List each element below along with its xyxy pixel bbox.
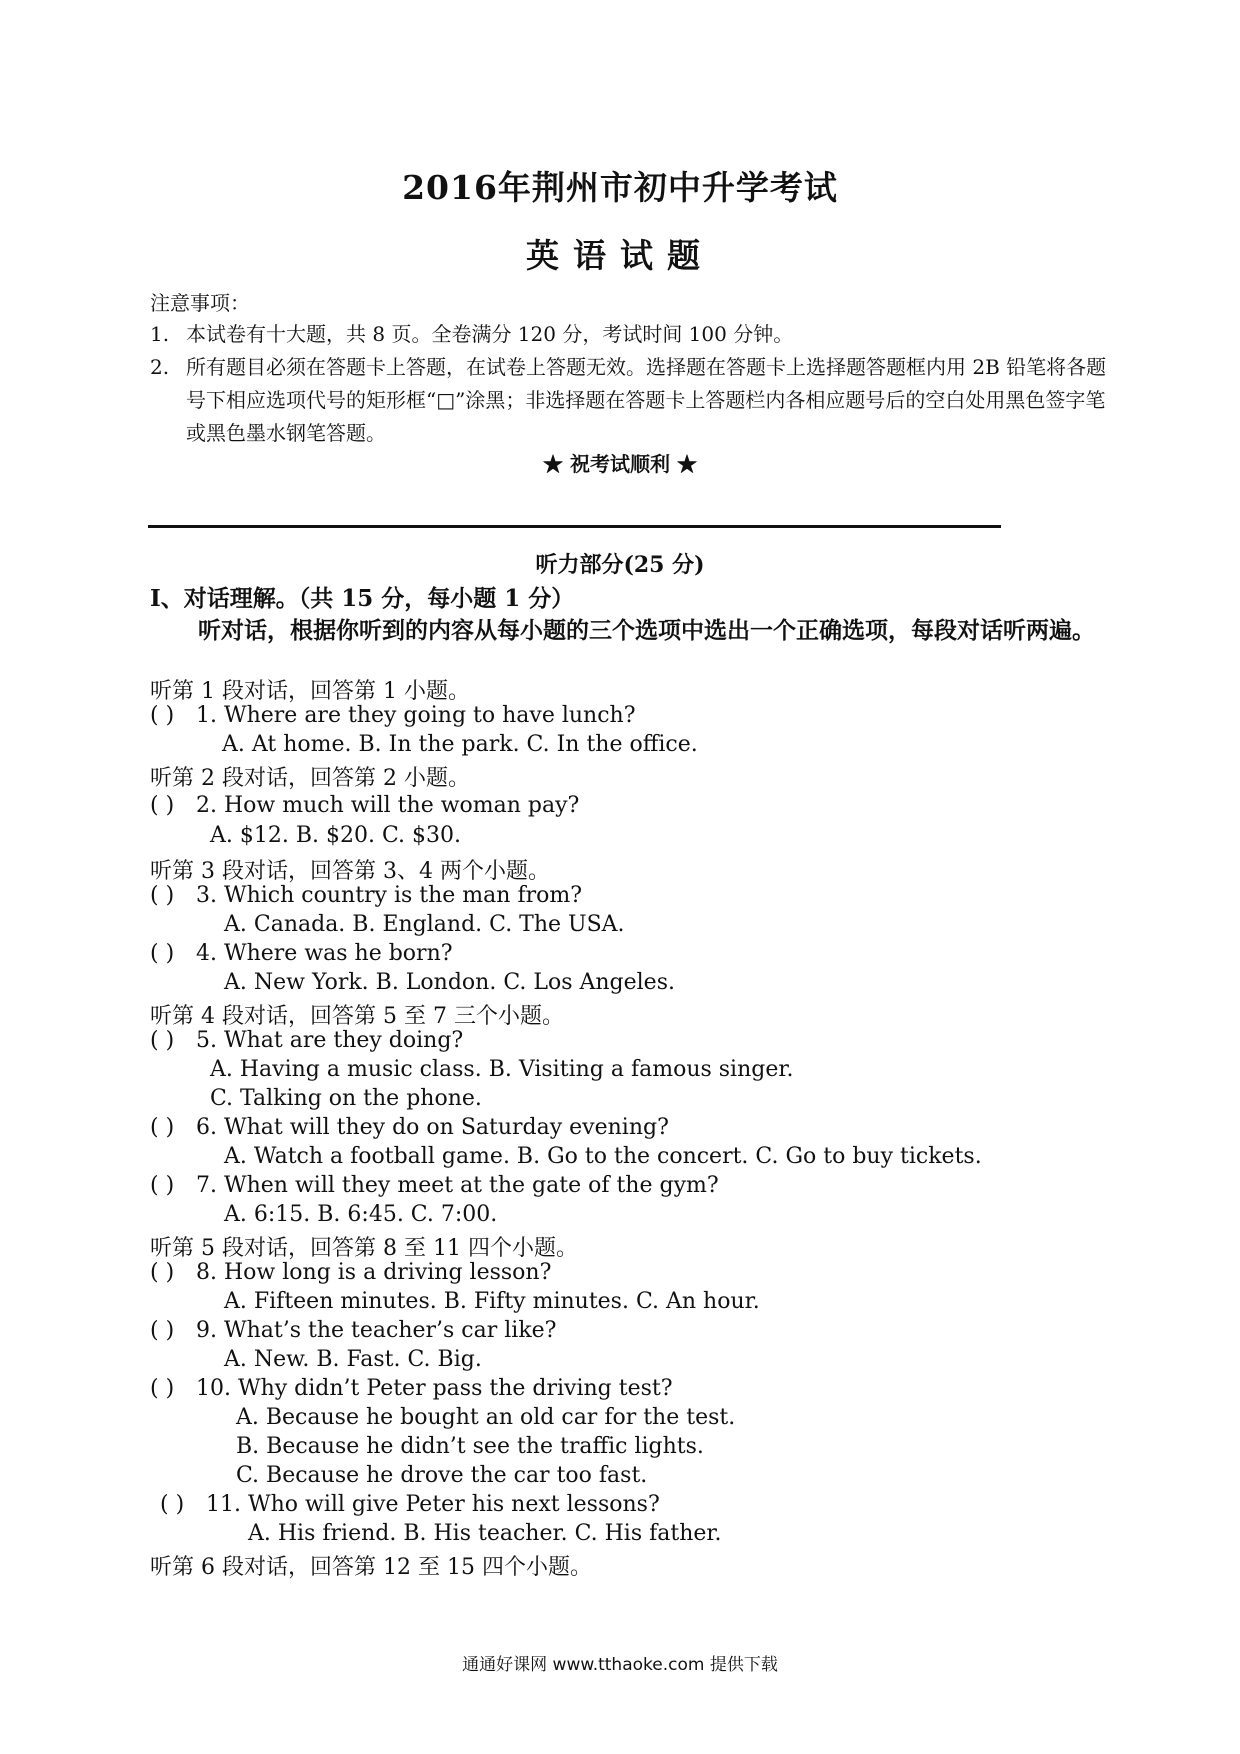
dialog-heading: 听第 4 段对话，回答第 5 至 7 三个小题。 <box>150 1004 564 1029</box>
question-1-options: A. At home. B. In the park. C. In the office. <box>222 732 698 757</box>
answer-blank: ( ) <box>150 1376 175 1401</box>
question-5-options-cont: C. Talking on the phone. <box>210 1086 482 1111</box>
answer-blank: ( ) <box>150 883 175 908</box>
question-8 <box>150 1260 551 1285</box>
question-4 <box>150 941 453 966</box>
question-text: 4. Where was he born? <box>196 941 453 966</box>
exam-title: 2016年荆州市初中升学考试 <box>402 168 838 207</box>
question-1 <box>150 703 635 728</box>
question-text: 10. Why didn’t Peter pass the driving test? <box>196 1376 673 1401</box>
question-10-option-b: B. Because he didn’t see the traffic lights. <box>236 1434 704 1459</box>
question-11 <box>160 1492 660 1517</box>
answer-blank: ( ) <box>150 941 175 966</box>
question-text: 6. What will they do on Saturday evening? <box>196 1115 669 1140</box>
question-4-options: A. New York. B. London. C. Los Angeles. <box>224 970 675 995</box>
question-text: 11. Who will give Peter his next lessons? <box>206 1492 660 1517</box>
question-text: 5. What are they doing? <box>196 1028 464 1053</box>
note-item-2-number <box>150 351 186 384</box>
question-8-options: A. Fifteen minutes. B. Fifty minutes. C. An hour. <box>224 1289 760 1314</box>
dialog-heading: 听第 3 段对话，回答第 3、4 两个小题。 <box>150 859 550 884</box>
divider-line <box>148 525 1001 528</box>
question-text: 8. How long is a driving lesson? <box>196 1260 552 1285</box>
answer-blank: ( ) <box>150 793 175 818</box>
question-7 <box>150 1173 719 1198</box>
question-2 <box>150 793 579 818</box>
question-6-options: A. Watch a football game. B. Go to the concert. C. Go to buy tickets. <box>224 1144 982 1169</box>
question-10-option-c: C. Because he drove the car too fast. <box>236 1463 648 1488</box>
dialog-heading: 听第 5 段对话，回答第 8 至 11 四个小题。 <box>150 1236 578 1261</box>
note-number: 2. <box>150 355 170 379</box>
question-text: 2. How much will the woman pay? <box>196 793 580 818</box>
note-item-2-text: 所有题目必须在答题卡上答题，在试卷上答题无效。选择题在答题卡上选择题答题框内用 2B 铅笔将各题号下相应选项代号的矩形框“□”涂黑；非选择题在答题卡上答题栏内各相应题号后的空白处用黑色签字笔或黑色墨水钢笔答题。 <box>186 355 1107 445</box>
answer-blank: ( ) <box>150 1260 175 1285</box>
answer-blank: ( ) <box>150 1028 175 1053</box>
dialog-heading: 听第 1 段对话，回答第 1 小题。 <box>150 679 470 704</box>
answer-blank: ( ) <box>160 1492 185 1517</box>
question-6 <box>150 1115 669 1140</box>
dialog-heading: 听第 6 段对话，回答第 12 至 15 四个小题。 <box>150 1555 592 1580</box>
question-9 <box>150 1318 556 1343</box>
notes-heading: 注意事项： <box>150 291 250 315</box>
question-2-options: A. $12. B. $20. C. $30. <box>210 823 462 848</box>
question-11-options: A. His friend. B. His teacher. C. His father. <box>248 1521 722 1546</box>
question-text: 7. When will they meet at the gate of the gym? <box>196 1173 719 1198</box>
answer-blank: ( ) <box>150 1318 175 1343</box>
note-text: 本试卷有十大题，共 8 页。全卷满分 120 分，考试时间 100 分钟。 <box>186 322 794 346</box>
note-number: 1. <box>150 322 170 346</box>
page-footer: 通通好课网 www.tthaoke.com 提供下载 <box>462 1655 778 1675</box>
note-item-1 <box>150 318 793 351</box>
answer-blank: ( ) <box>150 1173 175 1198</box>
question-9-options: A. New. B. Fast. C. Big. <box>224 1347 482 1372</box>
question-10 <box>150 1376 673 1401</box>
question-5 <box>150 1028 463 1053</box>
section-title: 听力部分(25 分) <box>535 552 705 578</box>
question-10-option-a: A. Because he bought an old car for the test. <box>236 1405 736 1430</box>
question-text: 1. Where are they going to have lunch? <box>196 703 636 728</box>
part-heading: Ⅰ、对话理解。（共 15 分，每小题 1 分） <box>150 585 575 612</box>
question-3-options: A. Canada. B. England. C. The USA. <box>224 912 625 937</box>
good-luck-line: ★ 祝考试顺利 ★ <box>543 452 697 476</box>
answer-blank: ( ) <box>150 703 175 728</box>
question-text: 9. What’s the teacher’s car like? <box>196 1318 557 1343</box>
question-3 <box>150 883 582 908</box>
dialog-heading: 听第 2 段对话，回答第 2 小题。 <box>150 766 470 791</box>
exam-subtitle: 英语试题 <box>526 236 714 275</box>
question-7-options: A. 6:15. B. 6:45. C. 7:00. <box>224 1202 498 1227</box>
question-5-options: A. Having a music class. B. Visiting a famous singer. <box>210 1057 794 1082</box>
answer-blank: ( ) <box>150 1115 175 1140</box>
question-text: 3. Which country is the man from? <box>196 883 583 908</box>
part-instruction: 听对话，根据你听到的内容从每小题的三个选项中选出一个正确选项，每段对话听两遍。 <box>198 617 1095 644</box>
